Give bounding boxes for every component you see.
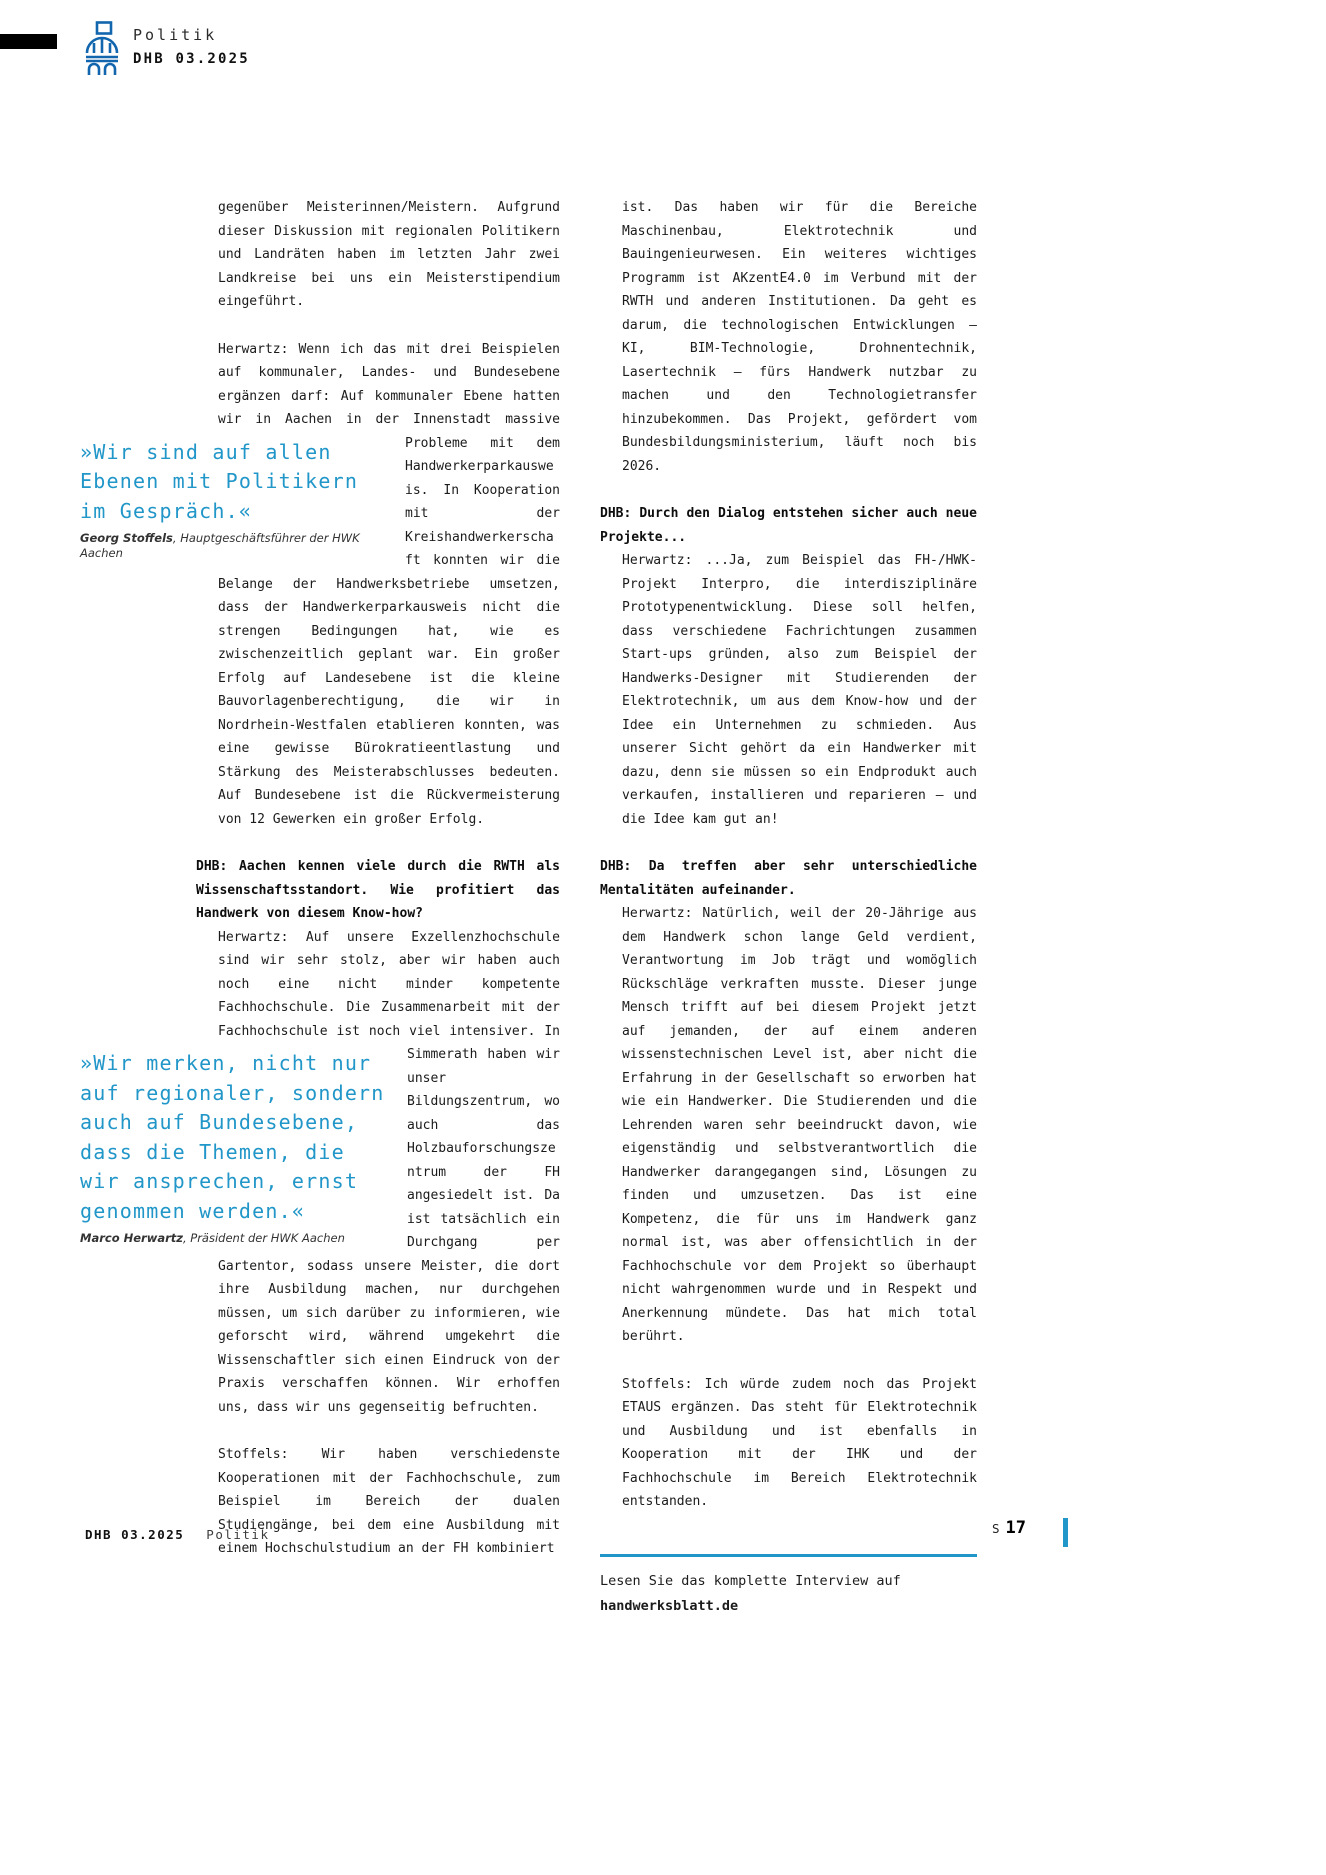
pull-quote-text: »Wir merken, nicht nur auf regionaler, sondern auch auf Bundesebene, dass die Themen, die wir ansprechen, ernst genommen werden.« xyxy=(80,1051,385,1223)
quote-author-role: , Hauptgeschäftsführer der HWK Aachen xyxy=(80,531,360,560)
footer-section: Politik xyxy=(206,1527,270,1542)
dhb-logo-icon xyxy=(82,20,122,78)
paragraph-text: Herwartz: ...Ja, zum Beispiel das FH-/HWK-Projekt Interpro, die interdisziplinäre Prototypenentwicklung. Diese soll helfen, dass verschiedene Fachrichtungen zusammen Start-ups gründen, also zum Beispiel der Handwerks-Designer mit Studierenden der Elektrotechnik, um aus dem Know-how und der Idee ein Unternehmen zu schmieden. Aus unserer Sicht gehört da ein Handwerker mit dazu, denn sie müssen so ein Endprodukt auch verkaufen, installieren und reparieren – und die Idee kam gut an! xyxy=(622,553,977,827)
footer-accent-bar xyxy=(1063,1518,1068,1547)
teaser-link: handwerksblatt.de xyxy=(600,1597,739,1614)
paragraph-text: ist. Das haben wir für die Bereiche Maschinenbau, Elektrotechnik und Bauingenieurwesen. Ein weiteres wichtiges Programm ist AKzentE4.0 im Verbund mit der RWTH und anderen Institutionen. Da geht es darum, die technologischen Entwicklungen – KI, BIM-Technologie, Drohnentechnik, Lasertechnik – fürs Handwerk nutzbar zu machen und den Technologietransfer hinzubekommen. Das Projekt, gefördert vom Bundesbildungsministerium, läuft noch bis 2026. xyxy=(622,200,977,474)
body-paragraph xyxy=(218,196,560,314)
body-paragraph xyxy=(622,549,977,831)
page-header xyxy=(82,20,250,78)
paragraph-text: gegenüber Meisterinnen/Meistern. Aufgrund dieser Diskussion mit regionalen Politikern und Landräten haben im letzten Jahr zwei Landkreise bei uns ein Meisterstipendium eingeführt. xyxy=(218,200,560,309)
paragraph-text: In Simmerath haben wir unser Bildungszentrum, wo auch das Holzbauforschungszentrum der FH angesiedelt ist. Da ist tatsächlich ein Durchgang per Gartentor, sodass unsere Meister, die dort ihre Ausbildung machen, nur durchgehen müssen, um sich darüber zu informieren, wie geforscht wird, während umgekehrt die Wissenschaftler sich einen Eindruck von der Praxis verschaffen können. Wir erhoffen uns, dass wir uns gegenseitig befruchten. xyxy=(218,1023,560,1415)
quote-author-role: , Präsident der HWK Aachen xyxy=(182,1231,345,1245)
body-paragraph xyxy=(80,338,560,832)
paragraph-text: Stoffels: Wir haben verschiedenste Kooperationen mit der Fachhochschule, zum Beispiel im Bereich der dualen Studiengänge, bei dem eine Ausbildung mit einem Hochschulstudium an der FH kombiniert xyxy=(218,1447,560,1556)
footer-issue: DHB 03.2025 xyxy=(85,1527,185,1542)
interview-question: DHB: Durch den Dialog entstehen sicher auch neue Projekte... xyxy=(600,506,977,545)
page-number-prefix: S xyxy=(992,1521,1000,1536)
paragraph-text: Herwartz: Auf unsere Exzellenzhochschule sind wir sehr stolz, aber wir haben auch noch eine nicht minder kompetente Fachhochschule. Die Zusammenarbeit mit der Fachhochschule ist noch viel intensiver. xyxy=(218,929,560,1039)
teaser-block xyxy=(600,1569,977,1619)
page-number-group xyxy=(992,1518,1026,1538)
header-text xyxy=(133,20,250,78)
header-issue-label: DHB 03.2025 xyxy=(133,51,250,67)
body-paragraph xyxy=(80,926,560,1420)
right-column xyxy=(600,196,977,1619)
body-paragraph xyxy=(622,1373,977,1514)
footer-left xyxy=(85,1527,269,1542)
paragraph-text: Herwartz: Natürlich, weil der 20-Jährige aus dem Handwerk schon lange Geld verdient, Verantwortung im Job trägt und womöglich Rückschläge verkraften musste. Dieser junge Mensch trifft auf bei diesem Projekt jetzt auf jemanden, der auf einem anderen wissenstechnischen Level ist, aber nicht die Erfahrung in der Gesellschaft so erworben hat wie ein Handwerker. Die Studierenden und die Lehrenden waren sehr beeindruckt davon, wie eigenständig und selbstverantwortlich die Handwerker darangegangen sind, Lösungen zu finden und umzusetzen. Das ist eine Kompetenz, die für uns im Handwerk ganz normal ist, was aber offensichtlich in der Fachhochschule vor dem Projekt so überhaupt nicht wahrgenommen wurde und in Respekt und Anerkennung mündete. Das hat mich total berührt. xyxy=(622,906,977,1344)
divider-rule xyxy=(600,1554,977,1557)
page-number: 17 xyxy=(1005,1518,1027,1538)
pull-quote-attribution xyxy=(80,531,375,561)
paragraph-text: Herwartz: Wenn ich das mit drei Beispielen auf kommunaler, Landes- und Bundesebene ergänzen darf: Auf kommunaler Ebene hatten wir in Aachen in der Innenstadt massive Probleme mit dem xyxy=(218,341,560,451)
body-paragraph xyxy=(622,902,977,1349)
paragraph-text: Stoffels: Ich würde zudem noch das Projekt ETAUS ergänzen. Das steht für Elektrotechnik und Ausbildung und ist ebenfalls in Kooperation mit der IHK und der Fachhochschule im Bereich Elektrotechnik entstanden. xyxy=(622,1376,977,1509)
quote-author: Marco Herwartz xyxy=(80,1231,183,1245)
body-paragraph xyxy=(218,1443,560,1561)
pull-quote-1 xyxy=(80,438,375,562)
body-paragraph xyxy=(622,196,977,478)
top-edge-bar xyxy=(0,34,57,49)
teaser-text: Lesen Sie das komplette Interview auf xyxy=(600,1572,901,1589)
header-section-label: Politik xyxy=(133,26,218,44)
interview-question: DHB: Aachen kennen viele durch die RWTH als Wissenschaftsstandort. Wie profitiert das Handwerk von diesem Know-how? xyxy=(196,859,560,921)
pull-quote-attribution xyxy=(80,1231,392,1246)
quote-author: Georg Stoffels xyxy=(80,531,173,545)
pull-quote-text: »Wir sind auf allen Ebenen mit Politikern im Gespräch.« xyxy=(80,439,359,523)
paragraph-text: Handwerkerparkausweis. In Kooperation mit der Kreishandwerkerschaft konnten wir die Belange der Handwerksbetriebe umsetzen, dass der Handwerkerparkausweis nicht die strengen Bedingungen hat, wie es zwischenzeitlich geplant war. Ein großer Erfolg auf Landesebene ist die kleine Bauvorlagenberechtigung, die wir in Nordrhein-Westfalen etablieren konnten, was eine gewisse Bürokratieentlastung und Stärkung des Meisterabschlusses bedeuten. Auf Bundesebene ist die Rückvermeisterung von 12 Gewerken ein großer Erfolg. xyxy=(218,459,560,827)
interview-question: DHB: Da treffen aber sehr unterschiedliche Mentalitäten aufeinander. xyxy=(600,859,977,898)
pull-quote-2 xyxy=(80,1049,392,1246)
